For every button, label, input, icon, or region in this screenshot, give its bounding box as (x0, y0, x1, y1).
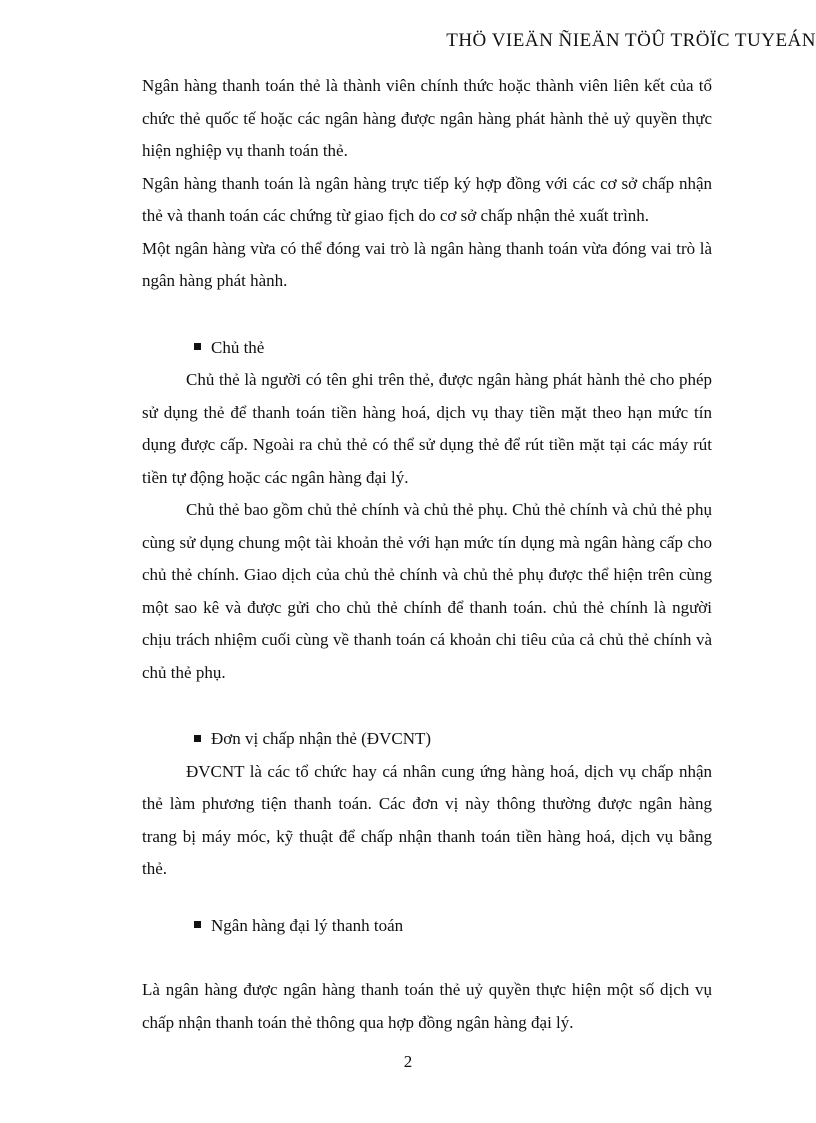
paragraph: Là ngân hàng được ngân hàng thanh toán thẻ uỷ quyền thực hiện một số dịch vụ chấp nhận thanh toán thẻ thông qua hợp đồng ngân hàng đại lý. (142, 980, 712, 1032)
paragraph: Ngân hàng thanh toán thẻ là thành viên chính thức hoặc thành viên liên kết của tổ chức thẻ quốc tế hoặc các ngân hàng được ngân hàng phát hành thẻ uỷ quyền thực hiện nghiệp vụ thanh toán thẻ. (142, 76, 712, 160)
square-bullet-icon (194, 343, 201, 350)
heading-text: Chủ thẻ (211, 337, 265, 357)
page-header: THÖ VIEÄN ÑIEÄN TÖÛ TRÖÏC TUYEÁN (446, 30, 816, 51)
paragraph: Chủ thẻ bao gồm chủ thẻ chính và chủ thẻ phụ. Chủ thẻ chính và chủ thẻ phụ cùng sử dụng chung một tài khoản thẻ với hạn mức tín dụng mà ngân hàng cấp cho chủ thẻ chính. Giao dịch của chủ thẻ chính và chủ thẻ phụ được thể hiện trên cùng một sao kê và được gửi cho chủ thẻ chính để thanh toán. chủ thẻ chính là người chịu trách nhiệm cuối cùng về thanh toán cá khoản chi tiêu của cả chủ thẻ chính và chủ thẻ phụ. (142, 500, 712, 682)
section-heading-chu-the (142, 332, 712, 365)
square-bullet-icon (194, 735, 201, 742)
heading-text: Đơn vị chấp nhận thẻ (ĐVCNT) (211, 729, 432, 748)
paragraph: Ngân hàng thanh toán là ngân hàng trực tiếp ký hợp đồng với các cơ sở chấp nhận thẻ và thanh toán các chứng từ giao fịch do cơ sở chấp nhận thẻ xuất trình. (142, 173, 712, 225)
section-heading-ngan-hang-dai-ly (142, 910, 712, 943)
paragraph: Một ngân hàng vừa có thể đóng vai trò là ngân hàng thanh toán vừa đóng vai trò là ngân hàng phát hành. (142, 238, 712, 290)
page-number: 2 (403, 1052, 413, 1071)
document-body (142, 70, 712, 1039)
paragraph: Chủ thẻ là người có tên ghi trên thẻ, được ngân hàng phát hành thẻ cho phép sử dụng thẻ để thanh toán tiền hàng hoá, dịch vụ thay tiền mặt theo hạn mức tín dụng được cấp. Ngoài ra chủ thẻ có thể sử dụng thẻ để rút tiền mặt tại các máy rút tiền tự động hoặc các ngân hàng đại lý. (142, 370, 712, 487)
section-heading-dvcnt (142, 723, 712, 756)
heading-text: Ngân hàng đại lý thanh toán (211, 915, 404, 935)
square-bullet-icon (194, 921, 201, 928)
paragraph: ĐVCNT là các tổ chức hay cá nhân cung ứng hàng hoá, dịch vụ chấp nhận thẻ làm phương tiện thanh toán. Các đơn vị này thông thường được ngân hàng trang bị máy móc, kỹ thuật để chấp nhận thanh toán tiền hàng hoá, dịch vụ bằng thẻ. (142, 761, 712, 878)
